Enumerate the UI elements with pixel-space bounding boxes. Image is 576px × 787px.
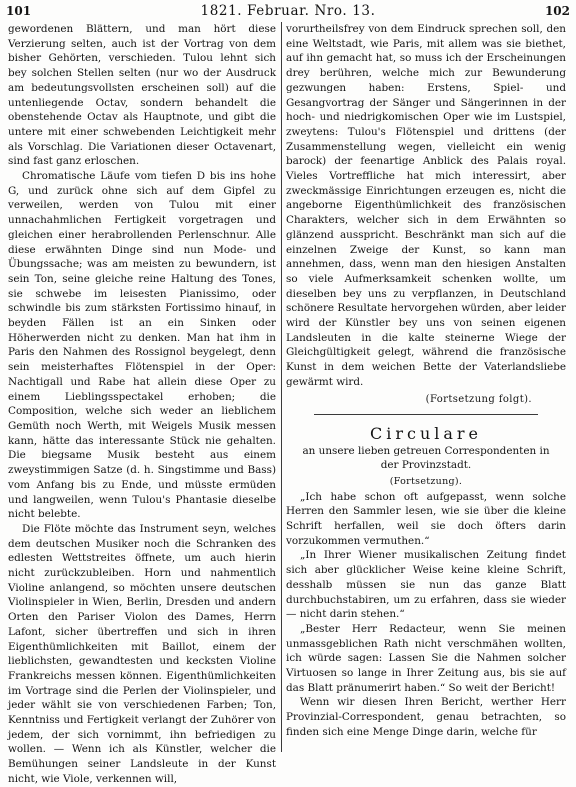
section-title: Circulare <box>369 423 483 443</box>
paragraph: „Bester Herr Redacteur, wenn Sie meinen unmassgeblichen Rath nicht verschmähen wollten, ich würde sagen: Lassen Sie die Nahmen solcher Virtuosen so lange in Ihrer Zeitung aus, bis sie auf das Blatt pränumerirt haben.“ So weit der Bericht! <box>286 622 566 694</box>
paragraph: vorurtheilsfrey von dem Eindruck sprechen soll, den eine Weltstadt, wie Paris, mit allem was sie biethet, auf ihn gemacht hat, so muss ich der Erscheinungen drey berühren, welche mich zur Bewunderung gezwungen haben: Erstens, Spiel- und Gesangvortrag der Sänger und Sängerinnen in der hoch- und niedrigkomischen Oper wie im Lustspiel, zweytens: Tulou's Flötenspiel und drittens (der Zusammenstellung wegen, vielleicht ein wenig barock) der feenartige Anblick des Palais royal. Vieles Vortreffliche hat mich interessirt, aber zweckmässige Einrichtungen erzeugen es, nicht die angeborne Eigenthümlichkeit des französischen Charakters, welcher sich in dem Erwähnten so glänzend ausspricht. Beschränkt man sich auf die einzelnen Zweige der Kunst, so kann man annehmen, dass, wenn man den hiesigen Anstalten so viele Aufmerksamkeit schenken wollte, um dieselben bey uns zu verpflanzen, in Deutschland schönere Resultate hervorgehen würden, aber leider wird der Künstler bey uns von seinen eigenen Landsleuten in die kalte steinerne Wiege der Gleichgültigkeit gelegt, während die französische Kunst in dem weichen Bette der Vaterlandsliebe gewärmt wird. <box>286 23 566 388</box>
continuation-note: (Fortsetzung). <box>389 475 463 487</box>
left-column <box>8 22 276 787</box>
page-number-right: 102 <box>544 4 570 18</box>
section-subtitle: an unsere lieben getreuen Correspondenten in <box>302 444 550 457</box>
right-column <box>286 22 566 740</box>
section-divider <box>314 414 538 415</box>
section-subtitle: der Provinzstadt. <box>380 458 472 471</box>
paragraph: „Ich habe schon oft aufgepasst, wenn solche Herren den Sammler lesen, wie sie über die kleine Schrift herfallen, weil sie doch öfters darin vorzukommen vermuthen.“ <box>286 490 566 547</box>
page-header <box>0 4 576 20</box>
running-head: 1821. Februar. Nro. 13. <box>200 3 376 19</box>
column-divider <box>281 22 282 752</box>
continued-note: (Fortsetzung folgt). <box>425 393 532 405</box>
paragraph: Die Flöte möchte das Instrument seyn, welches dem deutschen Musiker noch die Schranken des edlesten Wettstreites öffnete, um auch hierin nicht zurückzubleiben. Horn und nahmentlich Violine anlangend, so möchten unsere deutschen Violinspieler in Wien, Berlin, Dresden und andern Orten den Pariser Violon des Dames, Herrn Lafont, sicher übertreffen und sich in ihren Eigenthümlichkeiten mit Baillot, einem der lieblichsten, gewandtesten und kecksten Violine Frankreichs messen können. Eigenthümlichkeiten im Vortrage sind die Perlen der Violinspieler, und jeder wählt sie von verschiedenen Farben; Ton, Kenntniss und Fertigkeit verlangt der Zuhörer von jedem, der sich vornimmt, ihn befriedigen zu wollen. — Wenn ich als Künstler, welcher die Bemühungen seiner Landsleute in der Kunst nicht, wie Viole, verkennen will, <box>8 522 276 785</box>
paragraph: Wenn wir diesen Ihren Bericht, werther Herr Provinzial-Correspondent, genau betrachten, so finden sich eine Menge Dinge darin, welche für <box>286 696 566 738</box>
paragraph: gewordenen Blättern, und man hört diese Verzierung selten, auch ist der Vortrag von dem bisher Gehörten, verschieden. Tulou lehnt sich bey solchen Stellen selten (nur wo der Ausdruck am bedeutungsvollsten erscheinen soll) auf die untenliegende Octav, sondern behandelt die obenstehende Octav als Hauptnote, und gibt die untere mit einer schwebenden Leichtigkeit mehr als Vorschlag. Die Variationen dieser Octavenart, sind fast ganz erloschen. <box>8 23 276 168</box>
paragraph: Chromatische Läufe vom tiefen D bis ins hohe G, und zurück ohne sich auf dem Gipfel zu verweilen, werden von Tulou mit einer unnachahmlichen Fertigkeit vorgetragen und gleichen einer herabrollenden Perlenschnur. Alle diese erwähnten Dinge sind nun Mode- und Übungssache; was am meisten zu bewundern, ist sein Ton, seine gleiche reine Haltung des Tones, sie schwebe im leisesten Pianissimo, oder schwindle bis zum stärksten Fortissimo hinauf, in beyden Fällen ist an ein Sinken oder Höherwerden nicht zu denken. Man hat ihm in Paris den Nahmen des Rossignol beygelegt, denn sein meisterhaftes Flötenspiel in der Oper: Nachtigall und Rabe hat allein diese Oper zu einem Lieblingsspectakel erhoben; die Composition, welche sich weder an lieblichem Gemüth noch Werth, mit Weigels Musik messen kann, hätte das interessante Stück nie gehalten. Die biegsame Musik besteht aus einem zweystimmigen Satze (d. h. Singstimme und Bass) vom Anfang bis zu Ende, und müsste ermüden und langweilen, wenn Tulou's Phantasie dieselbe nicht belebte. <box>8 170 276 521</box>
paragraph: „In Ihrer Wiener musikalischen Zeitung findet sich aber glücklicher Weise keine kleine Schrift, desshalb müssen sie nun das ganze Blatt durchbuchstabiren, um zu erfahren, dass sie wieder — nicht darin stehen.“ <box>286 549 566 621</box>
page-number-left: 101 <box>6 4 32 18</box>
